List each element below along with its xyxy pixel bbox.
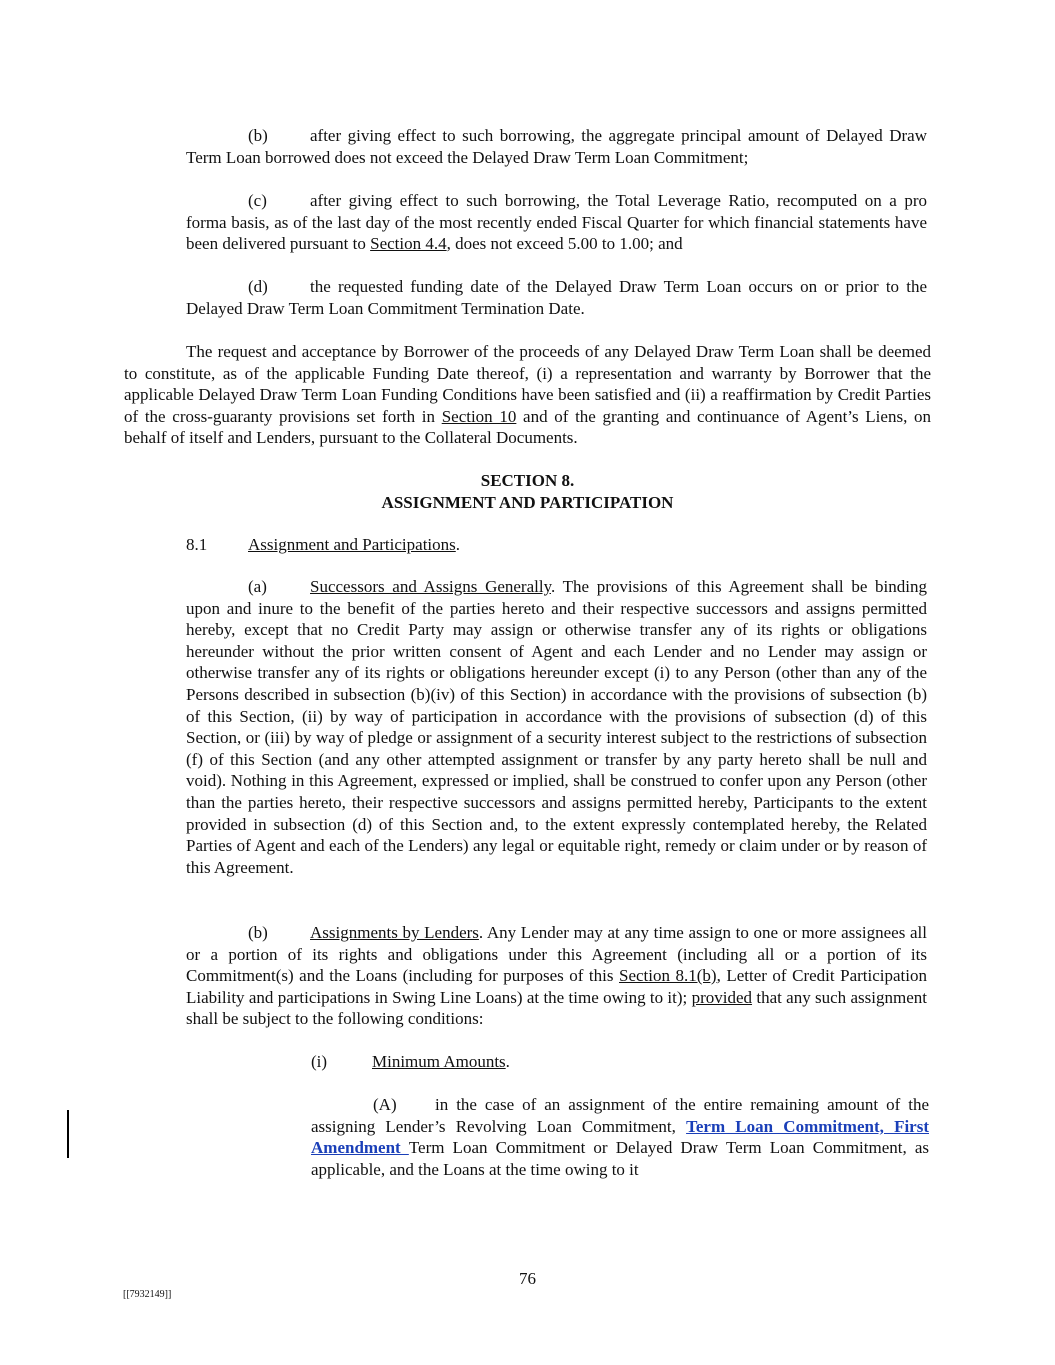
- paragraph-d-text: the requested funding date of the Delayed Draw Term Loan occurs on or prior to the Delayed Draw Term Loan Commitment Termination Date.: [186, 277, 927, 318]
- paragraph-c: [186, 190, 927, 255]
- paragraph-8-1-b-i: [311, 1051, 927, 1073]
- paragraph-8-1-b-i-A: [311, 1094, 929, 1180]
- paragraph-8-1-a-label: (a): [248, 577, 267, 596]
- paragraph-8-1-a-text: . The provisions of this Agreement shall be binding upon and inure to the benefit of the parties hereto and their respective successors and assigns permitted hereby, except that no Credit Party may assign or otherwise transfer any of its rights or obligations hereunder without the prior written consent of Agent and each Lender and no Lender may assign or otherwise transfer any of its rights or obligations hereunder except (i) to any Person (other than any of the Persons described in subsection (b)(iv) of this Section) in accordance with the provisions of subsection (b) of this Section, (ii) by way of participation in accordance with the provisions of subsection (d) of this Section, or (iii) by way of pledge or assignment of a security interest subject to the restrictions of subsection (f) of this Section (and any other attempted assignment or transfer by any party hereto shall be null and void). Nothing in this Agreement, expressed or implied, shall be construed to confer upon any Person (other than the parties hereto, their respective successors and assigns permitted hereby, Participants to the extent provided in subsection (d) of this Section and, to the extent expressly contemplated hereby, the Related Parties of Agent and each of the Lenders) any legal or equitable right, remedy or claim under or by reason of this Agreement.: [186, 577, 927, 877]
- section-4-4-link[interactable]: Section 4.4: [370, 234, 447, 254]
- revision-change-bar: [67, 1110, 69, 1158]
- subsection-8-1-period: .: [455, 535, 461, 554]
- section-number: SECTION 8.: [480, 471, 575, 490]
- paragraph-8-1-b-text-end: that any such assignment shall be subject to the following conditions:: [186, 987, 927, 1029]
- paragraph-8-1-a-heading: Successors and Assigns Generally: [310, 577, 551, 596]
- section-title: ASSIGNMENT AND PARTICIPATION: [381, 492, 674, 512]
- section-10-link[interactable]: Section 10: [441, 406, 517, 426]
- paragraph-8-1-b-heading: Assignments by Lenders: [310, 923, 479, 942]
- inserted-amendment-text: Term Loan Commitment, First Amendment: [311, 1116, 929, 1158]
- paragraph-8-1-b-text: . Any Lender may at any time assign to one or more assignees all or a portion of its rights and obligations under this Agreement (including all or a portion of its Commitment(s) and the Loans (including for purposes of this: [186, 923, 927, 986]
- paragraph-c-label: (c): [248, 191, 267, 210]
- paragraph-8-1-b-label: (b): [248, 923, 268, 942]
- document-id: [[7932149]]: [123, 1289, 172, 1300]
- paragraph-b-label: (b): [248, 126, 268, 145]
- subsection-8-1-number: 8.1: [186, 535, 208, 554]
- paragraph-d-label: (d): [248, 277, 268, 296]
- paragraph-8-1-b-i-A-text-end: Term Loan Commitment or Delayed Draw Term Loan Commitment, as applicable, and the Loans at the time owing to it: [311, 1138, 929, 1179]
- paragraph-request-text-end: and of the granting and continuance of Agent’s Liens, on behalf of itself and Lenders, pursuant to the Collateral Documents.: [124, 406, 931, 448]
- paragraph-8-1-b-i-label: (i): [311, 1052, 328, 1071]
- paragraph-c-text-end: , does not exceed 5.00 to 1.00; and: [446, 234, 683, 254]
- page-number: 76: [519, 1269, 536, 1288]
- provided-term: provided: [691, 987, 753, 1007]
- subsection-8-1-title: Assignment and Participations: [248, 535, 456, 554]
- paragraph-request-text: The request and acceptance by Borrower of the proceeds of any Delayed Draw Term Loan shall be deemed to constitute, as of the applicable Funding Date thereof, (i) a representation and warranty by Borrower that the applicable Delayed Draw Term Loan Funding Conditions have been satisfied and (ii) a reaffirmation by Credit Parties of the cross-guaranty provisions set forth in: [124, 342, 931, 426]
- section-heading: [124, 470, 931, 513]
- paragraph-d: [186, 276, 927, 319]
- paragraph-request: [124, 341, 931, 449]
- paragraph-8-1-b: [186, 922, 927, 1030]
- paragraph-8-1-b-i-period: .: [505, 1052, 510, 1071]
- paragraph-8-1-b-text-mid: , Letter of Credit Participation Liability and participations in Swing Line Loans) at the time owing to it);: [186, 966, 927, 1007]
- paragraph-8-1-b-i-A-label: (A): [373, 1095, 397, 1114]
- paragraph-8-1-b-i-A-text: in the case of an assignment of the entire remaining amount of the assigning Lender’s Revolving Loan Commitment,: [311, 1095, 929, 1136]
- paragraph-8-1-a: [186, 576, 927, 878]
- paragraph-b: [186, 125, 927, 168]
- paragraph-8-1-b-i-heading: Minimum Amounts: [372, 1052, 506, 1071]
- subsection-8-1-heading: [186, 534, 927, 556]
- paragraph-c-text: after giving effect to such borrowing, the Total Leverage Ratio, recomputed on a pro forma basis, as of the last day of the most recently ended Fiscal Quarter for which financial statements have been delivered pursuant to: [186, 191, 927, 254]
- paragraph-b-text: after giving effect to such borrowing, the aggregate principal amount of Delayed Draw Term Loan borrowed does not exceed the Delayed Draw Term Loan Commitment;: [186, 126, 927, 167]
- section-8-1-b-link[interactable]: Section 8.1(b): [619, 966, 717, 986]
